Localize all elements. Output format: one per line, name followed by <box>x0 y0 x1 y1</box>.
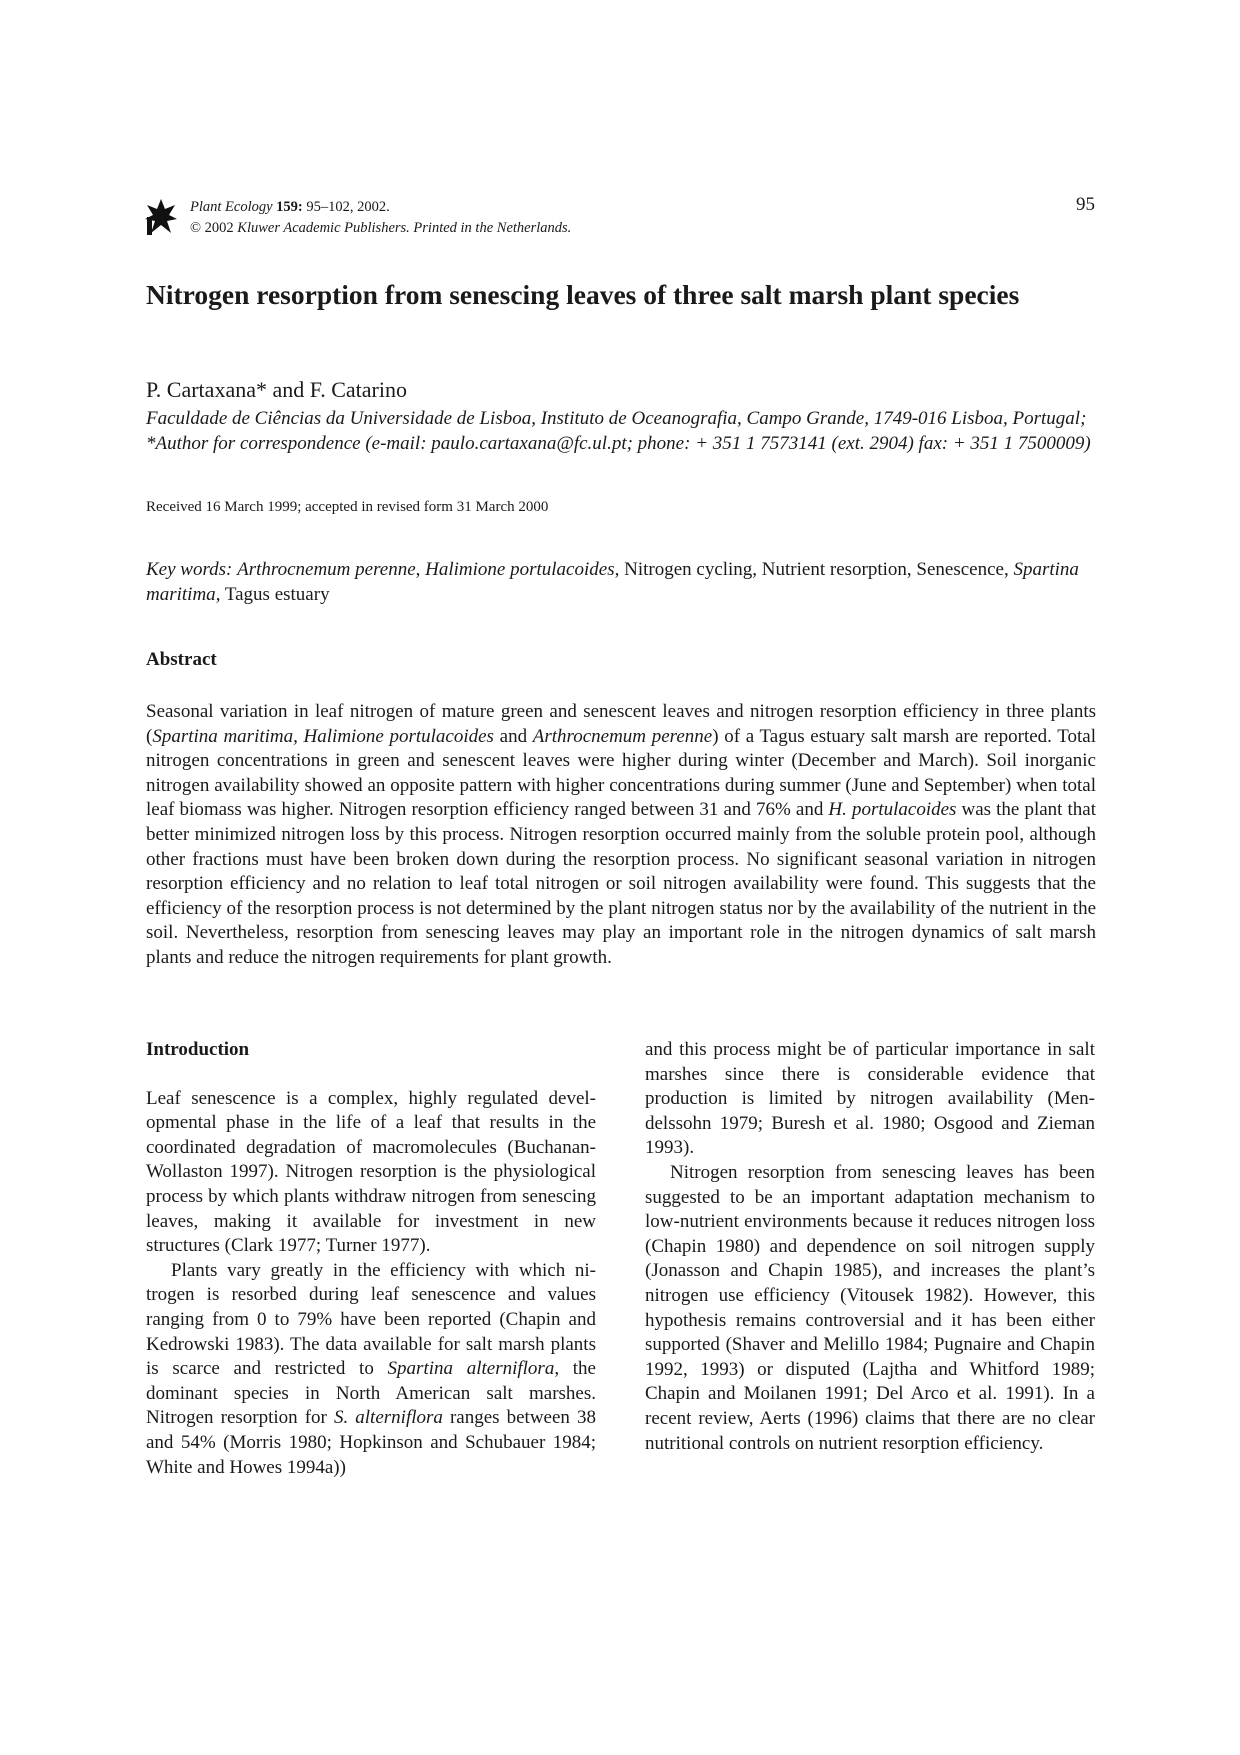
journal-name: Plant Ecology <box>190 199 273 215</box>
affiliation: Faculdade de Ciências da Universidade de Lisboa, Instituto de Oceanografia, Campo Grande, 1749-016 Lisboa, Portugal; *Author for correspondence (e-mail: paulo.cartaxana@fc.ul.pt; phone: + 351 1 7573141 (ext. 2904) fax: + 351 1 7500009) <box>146 408 1091 454</box>
keywords-label: Key words: <box>146 559 233 580</box>
abstract-text: ) of a Tagus estuary salt marsh are reported. Total nitrogen concentrations in green and senescent leaves were higher during winter (December and March). Soil inorganic nitrogen availability showed an opposite pattern with higher concentrations during summer (June and September) when total leaf biomass was higher. Nitrogen resorption efficiency ranged between 31 and 76% and <box>146 725 1097 821</box>
intro-paragraph-2 <box>146 1259 596 1480</box>
intro-paragraph-3: Nitrogen resorption from senescing leaves has been suggested to be an important adaptation mechanism to low-nutrient environments because it reduces nitrogen loss (Chapin 1980) and dependence on soil nitrogen supply (Jonasson and Chapin 1985), and increases the plant’s nitrogen use efficiency (Vitousek 1982). However, this hypothesis remains controversial and it has been either supported (Shaver and Melillo 1984; Pugnaire and Chapin 1992, 1993) or disputed (Lajtha and Whitford 1989; Chapin and Moilanen 1991; Del Arco et al. 1991). In a recent review, Aerts (1996) claims that there are no clear nutritional controls on nutrient resorption efficiency. <box>645 1161 1095 1454</box>
species-name: Spartina alterniflora <box>387 1358 555 1380</box>
abstract-species: H. portulacoides <box>828 799 957 821</box>
introduction-heading: Introduction <box>146 1039 250 1060</box>
abstract-text: and <box>493 725 533 747</box>
journal-volume: 159: <box>276 199 303 215</box>
abstract-species: Arthrocnemum perenne <box>532 725 713 747</box>
body-column-right <box>645 1038 1095 1456</box>
copyright-text: Kluwer Academic Publishers. Printed in the Netherlands. <box>237 220 572 236</box>
received-dates: Received 16 March 1999; accepted in revised form 31 March 2000 <box>146 499 549 515</box>
keywords <box>146 557 1096 607</box>
abstract-text: Seasonal variation in leaf nitrogen of mature green and senescent leaves and nitrogen resorption efficiency in three plants ( <box>146 701 1096 747</box>
intro-paragraph-1: Leaf senescence is a complex, highly regulated developmental phase in the life of a leaf that results in the coordinated degradation of macromolecules (Buchanan-Wollaston 1997). Nitrogen resorption is the physiological process by which plants withdraw nitrogen from senescing leaves, making it available for investment in new structures (Clark 1977; Turner 1977). <box>146 1087 596 1257</box>
species-name: S. alterniflora <box>333 1407 443 1429</box>
abstract-species: Spartina maritima, Halimione portulacoides <box>152 725 494 747</box>
authors: P. Cartaxana* and F. Catarino <box>146 377 407 402</box>
kluwer-logo-icon <box>145 197 177 237</box>
keywords-rest: , Nitrogen cycling, Nutrient resorption, Senescence, <box>614 559 1014 580</box>
body-column-left <box>146 1038 596 1480</box>
keyword-spartina: Spartina maritima <box>146 559 1079 605</box>
page-number: 95 <box>1076 194 1095 215</box>
keyword-halimione: Halimione portulacoides <box>425 559 615 580</box>
paragraph-text: , the dominant species in North American salt marshes. Nitrogen resorption for <box>146 1358 596 1429</box>
keyword-separator: , <box>415 559 426 580</box>
paper-title: Nitrogen resorption from senescing leaves of three salt marsh plant species <box>146 279 1020 310</box>
keywords-tail: , Tagus estuary <box>215 584 330 605</box>
paragraph-text: ranges between 38 and 54% (Morris 1980; Hopkinson and Schubauer 1984; White and Howes 1994a)) <box>146 1407 596 1478</box>
journal-citation <box>190 198 390 216</box>
paragraph-text: Plants vary greatly in the efficiency with which nitrogen is resorbed during leaf senescence and values ranging from 0 to 79% have been reported (Chapin and Kedrowski 1983). The data available for salt marsh plants is scarce and restricted to <box>146 1259 596 1380</box>
abstract-body <box>146 700 1096 971</box>
abstract-text: was the plant that better minimized nitrogen loss by this process. Nitrogen resorption occurred mainly from the soluble protein pool, although other fractions must have been broken down during the resorption process. No significant seasonal variation in nitrogen resorption efficiency and no relation to leaf total nitrogen or soil nitrogen availability were found. This suggests that the efficiency of the resorption process is not determined by the plant nitrogen status nor by the availability of the nutrient in the soil. Nevertheless, resorption from senescing leaves may play an important role in the nitrogen dynamics of salt marsh plants and reduce the nitrogen requirements for plant growth. <box>146 799 1097 968</box>
copyright-line <box>190 219 571 237</box>
intro-paragraph-2-continued: and this process might be of particular importance in salt marshes since there is considerable evidence that production is limited by nitrogen availability (Mendelssohn 1979; Buresh et al. 1980; Osgood and Zieman 1993). <box>645 1039 1095 1159</box>
keyword-arthrocnemum: Arthrocnemum perenne <box>237 559 416 580</box>
abstract-heading: Abstract <box>146 649 217 670</box>
journal-pages-year: 95–102, 2002. <box>302 199 390 215</box>
copyright-symbol: © 2002 <box>190 220 238 236</box>
